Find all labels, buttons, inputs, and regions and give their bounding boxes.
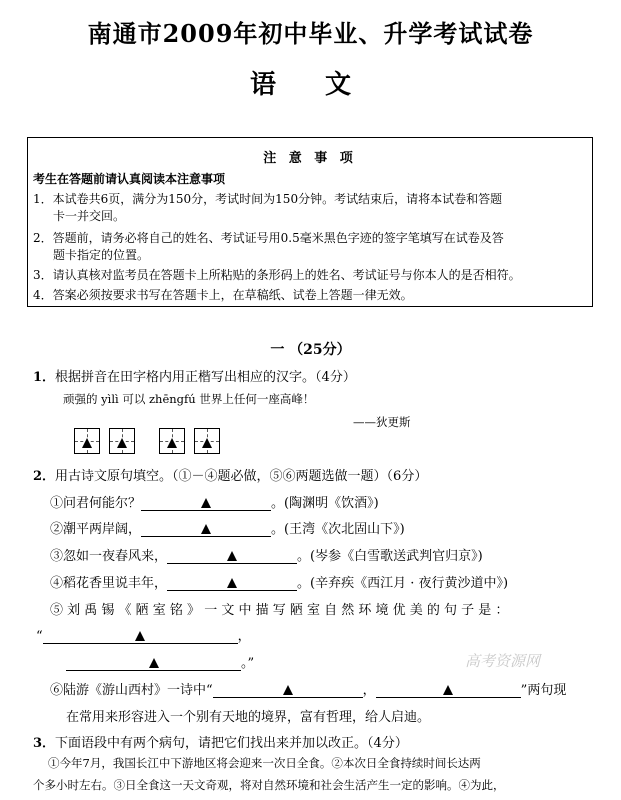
question-3	[33, 732, 408, 751]
triangle-marker-icon	[201, 524, 211, 534]
answer-blank[interactable]	[66, 656, 241, 671]
triangle-marker-icon	[227, 578, 237, 588]
question-number: 3．	[33, 736, 56, 751]
q1-sentence: 顽强的 yìlì 可以 zhēngfú 世界上任何一座高峰！	[63, 392, 315, 406]
q2-line-2: ②潮平两岸阔， 。(王湾《次北固山下》)	[50, 522, 405, 537]
question-text: 用古诗文原句填空。（①－④题必做，⑤⑥两题选做一题）（6分）	[55, 469, 428, 484]
answer-blank[interactable]	[167, 576, 297, 591]
tianzige-box[interactable]	[74, 428, 100, 454]
subject-title: 语 文	[249, 70, 372, 100]
answer-blank[interactable]	[167, 549, 297, 564]
triangle-marker-icon	[227, 551, 237, 561]
triangle-marker-icon	[149, 658, 159, 668]
section-title: 一 （25分）	[270, 342, 351, 358]
notice-item: 题卡指定的位置。	[53, 248, 150, 262]
answer-blank[interactable]	[376, 683, 521, 698]
triangle-marker-icon	[135, 631, 145, 641]
q2-line-5: ⑤ 刘 禹 锡 《 陋 室 铭 》 一 文 中 描 写 陋 室 自 然 环 境 优 美 的 句 子 是 ：	[50, 603, 509, 618]
question-text: 根据拼音在田字格内用正楷写出相应的汉字。（4分）	[55, 370, 356, 385]
q2-line-4: ④稻花香里说丰年， 。(辛弃疾《西江月 · 夜行黄沙道中》)	[50, 576, 509, 591]
tianzige-box[interactable]	[109, 428, 135, 454]
notice-intro: 考生在答题前请认真阅读本注意事项	[33, 172, 226, 186]
triangle-marker-icon	[283, 685, 293, 695]
tianzige-box[interactable]	[194, 428, 220, 454]
answer-blank[interactable]	[213, 683, 363, 698]
triangle-marker-icon	[82, 438, 92, 448]
answer-blank[interactable]	[141, 522, 271, 537]
q3-paragraph-line-1: ①今年7月，我国长江中下游地区将会迎来一次日全食。②本次日全食持续时间长达两	[48, 756, 481, 770]
notice-item: 卡一并交回。	[53, 209, 126, 223]
triangle-marker-icon	[202, 438, 212, 448]
notice-item: 1．本试卷共6页，满分为150分，考试时间为150分钟。考试结束后，请将本试卷和答题	[33, 192, 503, 206]
notice-title: 注 意 事 项	[263, 151, 357, 166]
q2-line-5-blank-1: “ ，	[36, 629, 251, 644]
notice-item: 3．请认真核对监考员在答题卡上所粘贴的条形码上的姓名、考试证号与你本人的是否相符。	[33, 268, 521, 282]
q2-line-1: ①问君何能尔？ 。(陶渊明《饮酒》)	[50, 496, 379, 511]
q2-line-6-cont: 在常用来形容进入一个别有天地的境界，富有哲理，给人启迪。	[66, 710, 431, 725]
triangle-marker-icon	[201, 498, 211, 508]
q2-line-3: ③忽如一夜春风来， 。(岑参《白雪歌送武判官归京》)	[50, 549, 483, 564]
question-1	[33, 366, 356, 385]
exam-title: 南通市2009年初中毕业、升学考试试卷	[87, 19, 534, 48]
q2-line-5-blank-2: 。”	[66, 652, 254, 671]
answer-blank[interactable]	[43, 629, 238, 644]
question-number: 1．	[33, 370, 56, 385]
triangle-marker-icon	[167, 438, 177, 448]
watermark: 高考资源网	[465, 652, 541, 670]
triangle-marker-icon	[443, 685, 453, 695]
triangle-marker-icon	[117, 438, 127, 448]
q3-paragraph-line-2: 个多小时左右。③日全食这一天文奇观，将对自然环境和社会生活产生一定的影响。④为此，	[33, 778, 505, 792]
question-text: 下面语段中有两个病句，请把它们找出来并加以改正。（4分）	[55, 736, 408, 751]
question-number: 2．	[33, 469, 56, 484]
q1-author: ——狄更斯	[353, 415, 411, 429]
notice-item: 2．答题前，请务必将自己的姓名、考试证号用0.5毫米黑色字迹的签字笔填写在试卷及答	[33, 231, 504, 245]
tianzige-box[interactable]	[159, 428, 185, 454]
notice-box	[27, 137, 593, 307]
question-2	[33, 465, 427, 484]
q2-line-6: ⑥陆游《游山西村》一诗中“ ， ”两句现	[50, 683, 567, 698]
notice-item: 4．答案必须按要求书写在答题卡上，在草稿纸、试卷上答题一律无效。	[33, 288, 413, 302]
answer-blank[interactable]	[141, 496, 271, 511]
